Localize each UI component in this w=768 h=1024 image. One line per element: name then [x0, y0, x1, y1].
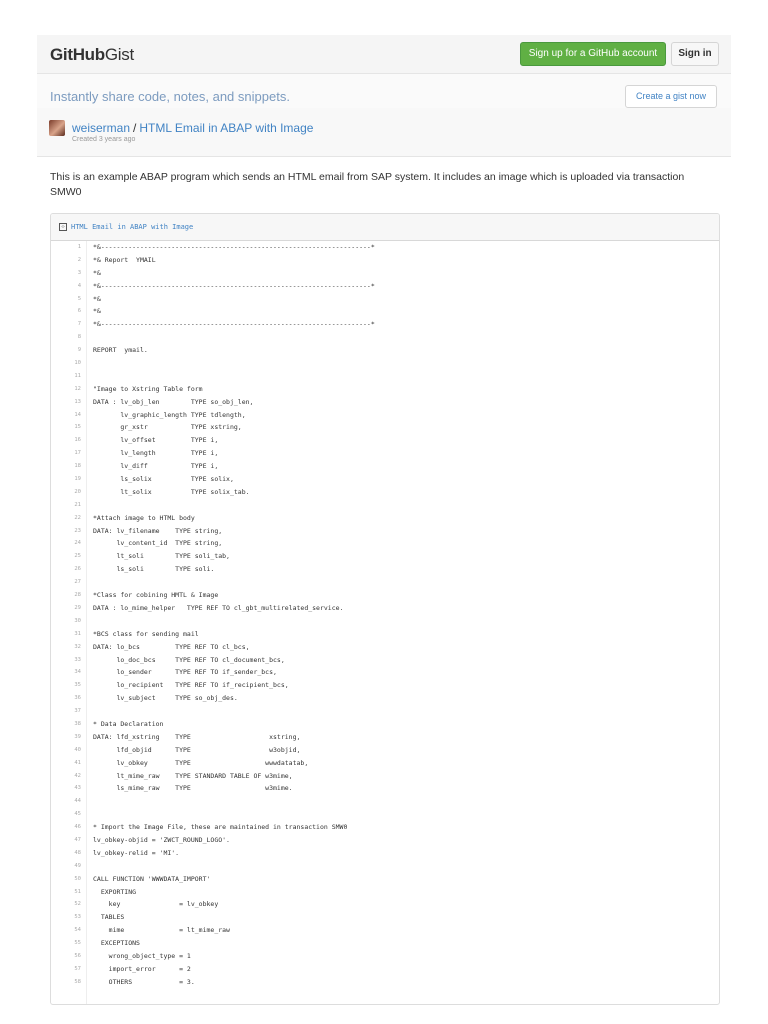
line-number[interactable]: 47: [74, 836, 81, 843]
gist-owner-link[interactable]: weiserman: [72, 121, 131, 135]
tagline: Instantly share code, notes, and snippets.: [50, 89, 290, 104]
line-number[interactable]: 48: [74, 849, 81, 856]
line-number[interactable]: 53: [74, 914, 81, 921]
code-line: [51, 434, 719, 447]
code-line: [51, 293, 719, 306]
line-number[interactable]: 41: [74, 759, 81, 766]
line-number[interactable]: 52: [74, 901, 81, 908]
line-number[interactable]: 17: [74, 450, 81, 457]
line-number[interactable]: 34: [74, 669, 81, 676]
line-code: lv_content_id TYPE string,: [93, 539, 223, 548]
gist-header: [37, 108, 731, 157]
gist-name-link[interactable]: HTML Email in ABAP with Image: [139, 121, 314, 135]
code-line: [51, 976, 719, 989]
line-number[interactable]: 37: [74, 708, 81, 715]
line-code: ls_mime_raw TYPE w3mime.: [93, 784, 293, 793]
code-line: [51, 654, 719, 667]
code-line: [51, 383, 719, 396]
line-number[interactable]: 39: [74, 733, 81, 740]
logo-github: GitHub: [50, 45, 105, 64]
signup-button[interactable]: Sign up for a GitHub account: [520, 42, 666, 66]
line-code: * Data Declaration: [93, 719, 164, 728]
line-code: *&---------------------------------------------------------------------*: [93, 320, 375, 329]
code-line: [51, 718, 719, 731]
code-line: [51, 254, 719, 267]
code-line: [51, 886, 719, 899]
code-line: [51, 305, 719, 318]
line-code: *& Report YMAIL: [93, 255, 156, 264]
code-line: [51, 241, 719, 254]
line-number[interactable]: 28: [74, 592, 81, 599]
code-line: [51, 860, 719, 873]
code-line: [51, 757, 719, 770]
line-number[interactable]: 33: [74, 656, 81, 663]
line-code: import_error = 2: [93, 964, 191, 973]
code-line: [51, 331, 719, 344]
line-number[interactable]: 35: [74, 682, 81, 689]
avatar[interactable]: [49, 120, 65, 136]
line-code: *Attach image to HTML body: [93, 513, 195, 522]
code-line: [51, 795, 719, 808]
line-number[interactable]: 9: [77, 347, 81, 354]
line-number[interactable]: 23: [74, 527, 81, 534]
line-code: lo_recipient TYPE REF TO if_recipient_bcs,: [93, 681, 289, 690]
code-line: [51, 937, 719, 950]
line-code: *Class for cobining HMTL & Image: [93, 591, 219, 600]
code-line: [51, 409, 719, 422]
line-code: lo_sender TYPE REF TO if_sender_bcs,: [93, 668, 277, 677]
code-line: [51, 950, 719, 963]
line-number[interactable]: 15: [74, 424, 81, 431]
code-line: [51, 486, 719, 499]
line-code: EXPORTING: [93, 887, 137, 896]
code-line: [51, 628, 719, 641]
code-line: [51, 808, 719, 821]
line-code: lfd_objid TYPE w3objid,: [93, 745, 301, 754]
line-number[interactable]: 25: [74, 553, 81, 560]
signin-button[interactable]: Sign in: [671, 42, 719, 66]
line-code: wrong_object_type = 1: [93, 951, 191, 960]
file-header: [51, 214, 719, 241]
code-line: [51, 911, 719, 924]
line-number[interactable]: 7: [77, 321, 81, 328]
line-code: CALL FUNCTION 'WWWDATA_IMPORT': [93, 874, 211, 883]
line-number[interactable]: 11: [74, 372, 81, 379]
code-line: [51, 963, 719, 976]
line-number[interactable]: 57: [74, 965, 81, 972]
code-line: [51, 344, 719, 357]
line-code: lv_obkey TYPE wwwdatatab,: [93, 758, 309, 767]
line-number[interactable]: 12: [74, 385, 81, 392]
line-number[interactable]: 40: [74, 746, 81, 753]
line-number[interactable]: 58: [74, 978, 81, 985]
code-line: [51, 267, 719, 280]
line-code: * Import the Image File, these are maintained in transaction SMW0: [93, 823, 348, 832]
file-box: [50, 213, 720, 1005]
line-number[interactable]: 16: [74, 437, 81, 444]
code-line: [51, 512, 719, 525]
line-number[interactable]: 2: [77, 256, 81, 263]
line-number[interactable]: 49: [74, 862, 81, 869]
code-line: [51, 602, 719, 615]
code-line: [51, 679, 719, 692]
subheader-bar: [37, 74, 731, 108]
line-code: lv_obkey-objid = 'ZWCT_ROUND_LOGO'.: [93, 835, 230, 844]
line-code: DATA : lo_mime_helper TYPE REF TO cl_gbt_multirelated_service.: [93, 603, 344, 612]
line-number[interactable]: 10: [74, 360, 81, 367]
line-number[interactable]: 14: [74, 411, 81, 418]
code-line: [51, 550, 719, 563]
create-gist-button[interactable]: Create a gist now: [625, 85, 717, 108]
line-number[interactable]: 8: [77, 334, 81, 341]
code-line: [51, 499, 719, 512]
code-line: [51, 576, 719, 589]
code-line: [51, 318, 719, 331]
code-line: [51, 537, 719, 550]
line-number[interactable]: 22: [74, 514, 81, 521]
line-number[interactable]: 21: [74, 501, 81, 508]
line-number[interactable]: 1: [77, 244, 81, 250]
line-number[interactable]: 27: [74, 579, 81, 586]
line-code: lo_doc_bcs TYPE REF TO cl_document_bcs,: [93, 655, 285, 664]
line-number[interactable]: 3: [77, 269, 81, 276]
code-line: [51, 898, 719, 911]
line-code: ls_soli TYPE soli.: [93, 565, 215, 574]
line-code: key = lv_obkey: [93, 900, 219, 909]
line-number[interactable]: 18: [74, 463, 81, 470]
line-number[interactable]: 4: [77, 282, 81, 289]
line-number[interactable]: 19: [74, 476, 81, 483]
line-code: *&: [93, 307, 101, 316]
line-code: ls_solix TYPE solix,: [93, 475, 234, 484]
line-code: lt_mime_raw TYPE STANDARD TABLE OF w3mime,: [93, 771, 293, 780]
code-line: [51, 396, 719, 409]
line-code: lt_soli TYPE soli_tab,: [93, 552, 230, 561]
line-code: DATA : lv_obj_len TYPE so_obj_len,: [93, 397, 254, 406]
line-code: lv_graphic_length TYPE tdlength,: [93, 410, 246, 419]
line-number[interactable]: 46: [74, 824, 81, 831]
line-number[interactable]: 29: [74, 604, 81, 611]
line-code: DATA: lv_filename TYPE string,: [93, 526, 223, 535]
gist-description: This is an example ABAP program which sends an HTML email from SAP system. It includes an image which is uploaded via transaction SMW0: [50, 171, 685, 198]
line-code: gr_xstr TYPE xstring,: [93, 423, 242, 432]
code-line: [51, 847, 719, 860]
code-line: [51, 370, 719, 383]
line-number[interactable]: 24: [74, 540, 81, 547]
title-separator: /: [133, 121, 137, 135]
code-line: [51, 692, 719, 705]
line-code: TABLES: [93, 913, 125, 922]
site-header: [37, 35, 731, 74]
github-gist-logo[interactable]: [50, 45, 134, 65]
line-code: *&: [93, 294, 101, 303]
code-line: [51, 525, 719, 538]
code-line: [51, 834, 719, 847]
line-code: REPORT ymail.: [93, 346, 148, 355]
code-line: [51, 821, 719, 834]
line-code: lv_obkey-relid = 'MI'.: [93, 848, 180, 857]
code-line: [51, 744, 719, 757]
line-number[interactable]: 50: [74, 875, 81, 882]
code-line: [51, 782, 719, 795]
line-code: *&---------------------------------------------------------------------*: [93, 281, 375, 290]
code-line: [51, 460, 719, 473]
line-code: DATA: lo_bcs TYPE REF TO cl_bcs,: [93, 642, 250, 651]
line-code: lv_subject TYPE so_obj_des.: [93, 694, 238, 703]
code-line: [51, 615, 719, 628]
code-line: [51, 641, 719, 654]
code-line: [51, 666, 719, 679]
code-line: [51, 873, 719, 886]
code-line: [51, 563, 719, 576]
line-code: lv_length TYPE i,: [93, 449, 219, 458]
code-line: [51, 473, 719, 486]
logo-gist: Gist: [104, 45, 134, 64]
line-number[interactable]: 51: [74, 888, 81, 895]
line-code: lv_diff TYPE i,: [93, 462, 219, 471]
line-number[interactable]: 32: [74, 643, 81, 650]
line-code: lv_offset TYPE i,: [93, 436, 219, 445]
created-timestamp: Created 3 years ago: [72, 136, 136, 143]
line-code: mime = lt_mime_raw: [93, 926, 230, 935]
code-file-icon: ‹›: [59, 223, 67, 231]
file-name-link[interactable]: HTML Email in ABAP with Image: [71, 223, 194, 231]
line-code: "Image to Xstring Table form: [93, 384, 203, 393]
code-line: [51, 421, 719, 434]
line-code: *&: [93, 268, 101, 277]
line-number[interactable]: 55: [74, 940, 81, 947]
code-line: [51, 770, 719, 783]
line-number[interactable]: 38: [74, 720, 81, 727]
line-code: lt_solix TYPE solix_tab.: [93, 487, 250, 496]
code-line: [51, 731, 719, 744]
line-number[interactable]: 54: [74, 927, 81, 934]
line-number[interactable]: 36: [74, 695, 81, 702]
line-number[interactable]: 20: [74, 488, 81, 495]
line-number[interactable]: 13: [74, 398, 81, 405]
line-number[interactable]: 31: [74, 630, 81, 637]
code-line: [51, 280, 719, 293]
line-code: DATA: lfd_xstring TYPE xstring,: [93, 732, 301, 741]
line-code: OTHERS = 3.: [93, 977, 195, 986]
line-number[interactable]: 30: [74, 617, 81, 624]
code-line: [51, 447, 719, 460]
line-number[interactable]: 42: [74, 772, 81, 779]
line-number[interactable]: 44: [74, 798, 81, 805]
line-number[interactable]: 45: [74, 811, 81, 818]
line-number[interactable]: 56: [74, 952, 81, 959]
code-line: [51, 705, 719, 718]
code-line: [51, 589, 719, 602]
line-number[interactable]: 26: [74, 566, 81, 573]
line-number[interactable]: 6: [77, 308, 81, 315]
code-line: [51, 924, 719, 937]
line-code: *&---------------------------------------------------------------------*: [93, 243, 375, 251]
code-line: [51, 357, 719, 370]
line-number[interactable]: 5: [77, 295, 81, 302]
line-number[interactable]: 43: [74, 785, 81, 792]
line-code: EXCEPTIONS: [93, 939, 140, 948]
code-block: [51, 241, 719, 989]
gist-title: [72, 121, 313, 135]
line-code: *BCS class for sending mail: [93, 629, 199, 638]
